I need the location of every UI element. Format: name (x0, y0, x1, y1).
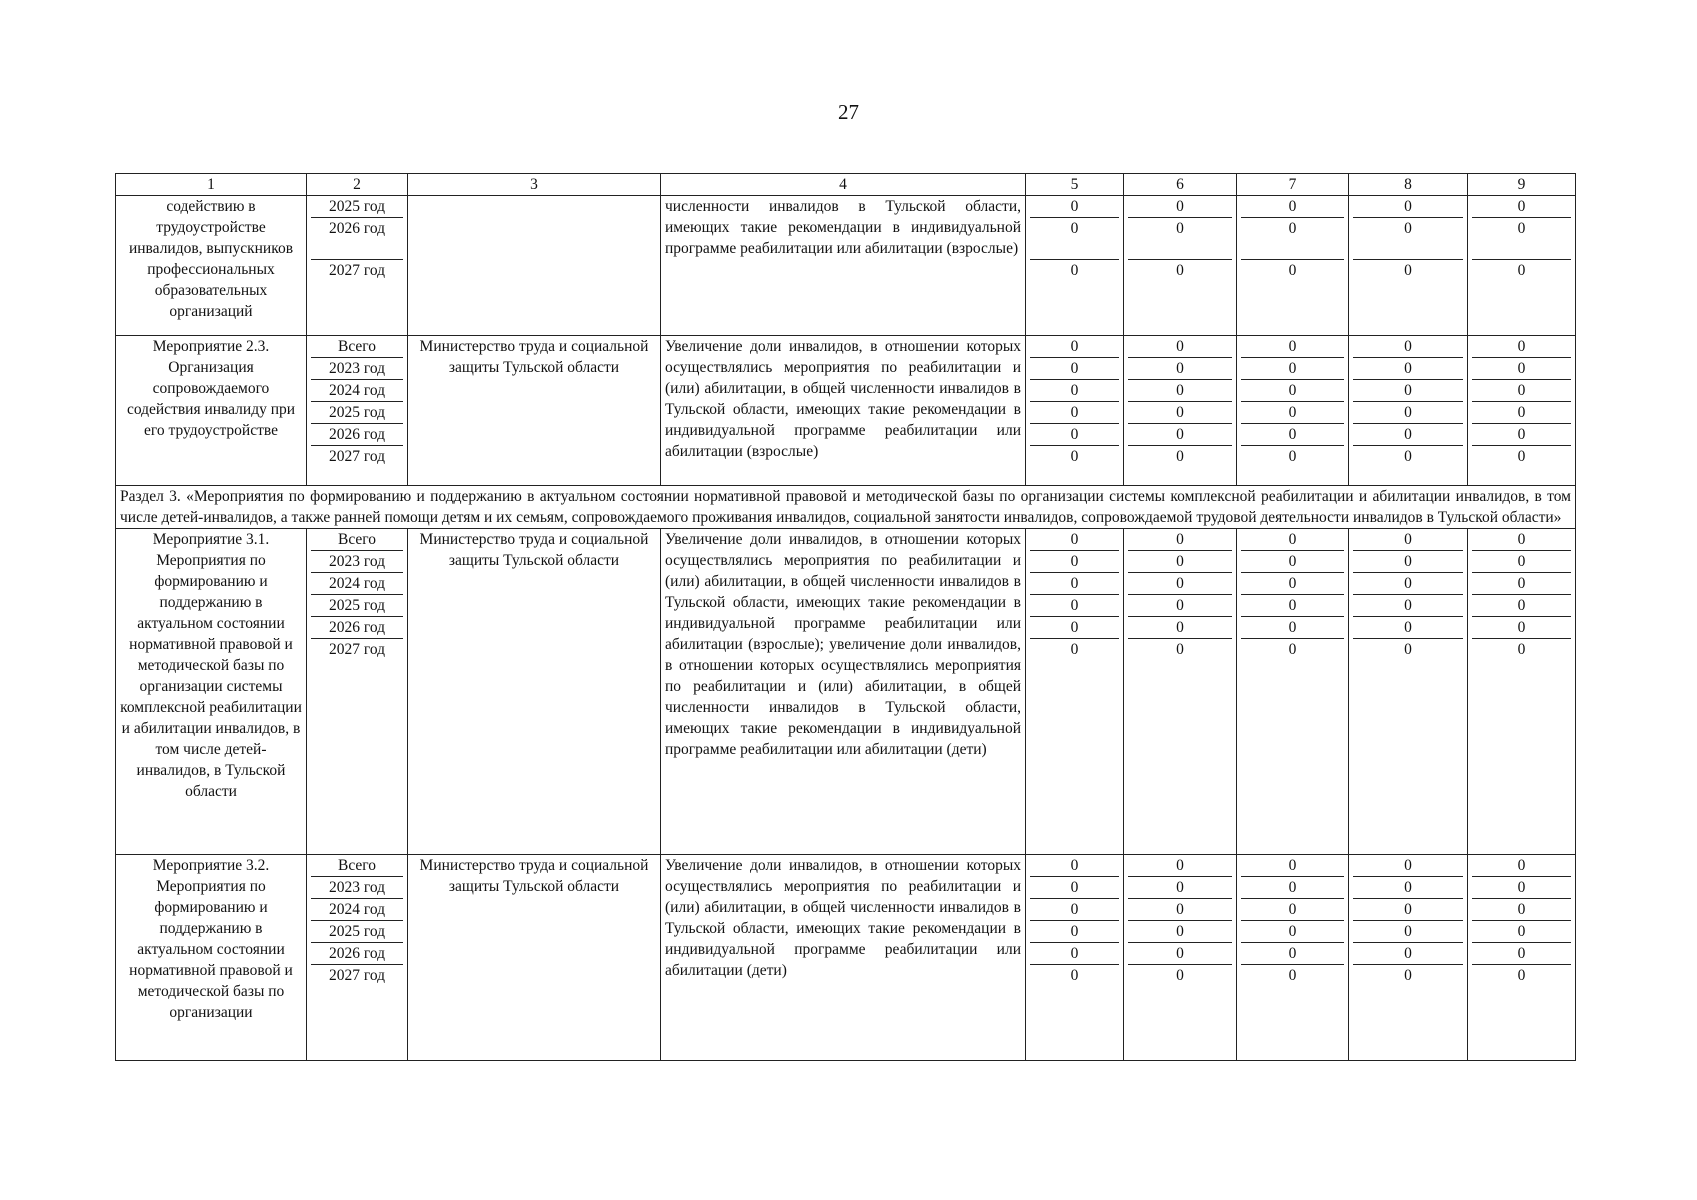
value-cell: 0 (1472, 380, 1571, 402)
value-cell: 0 (1030, 943, 1119, 965)
value-cell: 0 (1241, 336, 1344, 358)
header-row (116, 174, 1576, 196)
value-column (1349, 196, 1468, 336)
value-cell: 0 (1128, 855, 1232, 877)
value-column (1349, 855, 1468, 1061)
year-cell: 2026 год (311, 943, 403, 965)
value-cell: 0 (1128, 218, 1232, 260)
value-cell: 0 (1241, 424, 1344, 446)
value-cell: 0 (1241, 218, 1344, 260)
value-cell: 0 (1128, 595, 1232, 617)
value-cell: 0 (1472, 358, 1571, 380)
value-cell: 0 (1030, 424, 1119, 446)
value-column (1237, 855, 1349, 1061)
value-column (1468, 529, 1576, 855)
value-cell: 0 (1128, 336, 1232, 358)
activity-row (116, 336, 1576, 486)
year-cell: 2024 год (311, 899, 403, 921)
value-cell: 0 (1128, 899, 1232, 921)
year-cell: 2027 год (328, 641, 386, 658)
value-cell: 0 (1472, 551, 1571, 573)
value-cell: 0 (1241, 358, 1344, 380)
value-cell: 0 (1030, 358, 1119, 380)
value-cell: 0 (1472, 595, 1571, 617)
value-cell: 0 (1517, 967, 1526, 984)
value-column (1124, 855, 1237, 1061)
value-cell: 0 (1128, 943, 1232, 965)
value-cell: 0 (1517, 262, 1526, 279)
value-cell: 0 (1241, 529, 1344, 551)
year-cell: 2025 год (311, 196, 403, 218)
value-cell: 0 (1288, 448, 1297, 465)
value-cell: 0 (1241, 921, 1344, 943)
value-cell: 0 (1128, 402, 1232, 424)
activity-name: Мероприятие 3.1. Мероприятия по формированию и поддержанию в актуальном состоянии нормативной правовой и методической базы по организации системы комплексной реабилитации и абилитации инвалидов, в том числе детей-инвалидов, в Тульской области (116, 529, 307, 855)
value-cell: 0 (1241, 617, 1344, 639)
value-column (1237, 529, 1349, 855)
value-cell: 0 (1353, 358, 1463, 380)
header-cell: 3 (408, 174, 661, 196)
value-cell: 0 (1353, 877, 1463, 899)
value-cell: 0 (1241, 380, 1344, 402)
value-cell: 0 (1472, 921, 1571, 943)
value-cell: 0 (1030, 380, 1119, 402)
value-cell: 0 (1472, 529, 1571, 551)
value-column (1349, 336, 1468, 486)
indicator-description: Увеличение доли инвалидов, в отношении которых осуществлялись мероприятия по реабилитации и (или) абилитации, в общей численности инвалидов в Тульской области, имеющих такие рекомендации в индивидуальной программе реабилитации или абилитации (взрослые); увеличение доли инвалидов, в отношении которых осуществлялись мероприятия по реабилитации и (или) абилитации, в общей численности инвалидов в Тульской области, имеющих такие рекомендации в индивидуальной программе реабилитации или абилитации (дети) (661, 529, 1026, 855)
value-cell: 0 (1176, 967, 1184, 984)
year-cell: 2027 год (328, 262, 386, 279)
year-cell: 2024 год (311, 380, 403, 402)
value-cell: 0 (1128, 551, 1232, 573)
activity-name: содействию в трудоустройстве инвалидов, выпускников профессиональных образовательных организаций (116, 196, 307, 336)
activity-name: Мероприятие 3.2. Мероприятия по формированию и поддержанию в актуальном состоянии нормативной правовой и методической базы по организации (116, 855, 307, 1061)
value-cell: 0 (1030, 899, 1119, 921)
value-column (1349, 529, 1468, 855)
value-cell: 0 (1070, 967, 1079, 984)
year-cell: 2026 год (311, 424, 403, 446)
indicator-description: Увеличение доли инвалидов, в отношении которых осуществлялись мероприятия по реабилитации и (или) абилитации, в общей численности инвалидов в Тульской области, имеющих такие рекомендации в индивидуальной программе реабилитации или абилитации (взрослые) (661, 336, 1026, 486)
year-cell: Всего (311, 855, 403, 877)
value-cell: 0 (1404, 262, 1412, 279)
value-column (1026, 855, 1124, 1061)
year-cell: 2023 год (311, 877, 403, 899)
value-cell: 0 (1288, 641, 1297, 658)
value-cell: 0 (1353, 380, 1463, 402)
value-column (1237, 336, 1349, 486)
value-cell: 0 (1128, 358, 1232, 380)
year-column (307, 855, 408, 1061)
value-cell: 0 (1353, 943, 1463, 965)
value-cell: 0 (1030, 529, 1119, 551)
value-cell: 0 (1241, 943, 1344, 965)
value-column (1026, 529, 1124, 855)
value-cell: 0 (1472, 336, 1571, 358)
value-column (1124, 196, 1237, 336)
value-cell: 0 (1353, 855, 1463, 877)
value-column (1026, 196, 1124, 336)
year-cell: 2027 год (328, 448, 386, 465)
value-cell: 0 (1353, 617, 1463, 639)
value-cell: 0 (1030, 595, 1119, 617)
value-cell: 0 (1070, 641, 1079, 658)
value-cell: 0 (1128, 424, 1232, 446)
value-cell: 0 (1353, 551, 1463, 573)
value-cell: 0 (1353, 921, 1463, 943)
section-title: Раздел 3. «Мероприятия по формированию и поддержанию в актуальном состоянии нормативной правовой и методической базы по организации системы комплексной реабилитации и абилитации инвалидов, в том числе детей-инвалидов, а также ранней помощи детям и их семьям, сопровождаемого проживания инвалидов, социальной занятости инвалидов, сопровождаемой трудовой деятельности инвалидов в Тульской области» (116, 486, 1576, 529)
value-cell: 0 (1353, 573, 1463, 595)
value-cell: 0 (1030, 573, 1119, 595)
year-cell: Всего (311, 529, 403, 551)
value-cell: 0 (1288, 967, 1297, 984)
value-cell: 0 (1353, 402, 1463, 424)
value-column (1026, 336, 1124, 486)
year-cell: Всего (311, 336, 403, 358)
value-cell: 0 (1241, 595, 1344, 617)
value-cell: 0 (1030, 196, 1119, 218)
value-column (1237, 196, 1349, 336)
value-cell: 0 (1176, 262, 1184, 279)
year-column (307, 336, 408, 486)
value-cell: 0 (1517, 448, 1526, 465)
responsible-executor: Министерство труда и социальной защиты Тульской области (408, 855, 661, 1061)
value-cell: 0 (1176, 641, 1184, 658)
value-column (1468, 196, 1576, 336)
value-cell: 0 (1353, 899, 1463, 921)
value-cell: 0 (1517, 641, 1526, 658)
responsible-executor: Министерство труда и социальной защиты Тульской области (408, 529, 661, 855)
value-cell: 0 (1472, 196, 1571, 218)
value-cell: 0 (1030, 877, 1119, 899)
year-cell: 2023 год (311, 551, 403, 573)
value-cell: 0 (1353, 529, 1463, 551)
year-cell: 2026 год (311, 617, 403, 639)
value-cell: 0 (1030, 551, 1119, 573)
page-number: 27 (838, 100, 859, 124)
value-cell: 0 (1472, 424, 1571, 446)
value-column (1468, 336, 1576, 486)
header-cell: 9 (1468, 174, 1576, 196)
value-cell: 0 (1353, 595, 1463, 617)
value-cell: 0 (1241, 573, 1344, 595)
activity-name: Мероприятие 2.3. Организация сопровождаемого содействия инвалиду при его трудоустройстве (116, 336, 307, 486)
year-column (307, 196, 408, 336)
value-cell: 0 (1030, 617, 1119, 639)
value-cell: 0 (1241, 551, 1344, 573)
value-cell: 0 (1241, 402, 1344, 424)
header-cell: 4 (661, 174, 1026, 196)
value-cell: 0 (1472, 402, 1571, 424)
value-cell: 0 (1030, 921, 1119, 943)
value-cell: 0 (1030, 218, 1119, 260)
value-cell: 0 (1070, 448, 1079, 465)
value-cell: 0 (1128, 617, 1232, 639)
value-cell: 0 (1472, 218, 1571, 260)
value-cell: 0 (1241, 196, 1344, 218)
header-cell: 1 (116, 174, 307, 196)
value-cell: 0 (1030, 855, 1119, 877)
activity-row (116, 855, 1576, 1061)
value-column (1124, 529, 1237, 855)
year-cell: 2025 год (311, 595, 403, 617)
value-cell: 0 (1472, 943, 1571, 965)
header-cell: 2 (307, 174, 408, 196)
year-cell: 2027 год (328, 967, 386, 984)
header-cell: 7 (1237, 174, 1349, 196)
responsible-executor: Министерство труда и социальной защиты Тульской области (408, 336, 661, 486)
value-column (1124, 336, 1237, 486)
year-cell: 2025 год (311, 921, 403, 943)
indicator-description: численности инвалидов в Тульской области, имеющих такие рекомендации в индивидуальной программе реабилитации или абилитации (взрослые) (661, 196, 1026, 336)
value-cell: 0 (1128, 196, 1232, 218)
activity-row (116, 196, 1576, 336)
value-cell: 0 (1128, 877, 1232, 899)
value-cell: 0 (1241, 877, 1344, 899)
program-table (115, 173, 1576, 1061)
responsible-executor (408, 196, 661, 336)
year-cell: 2026 год (311, 218, 403, 260)
value-cell: 0 (1128, 921, 1232, 943)
year-cell: 2024 год (311, 573, 403, 595)
value-cell: 0 (1472, 617, 1571, 639)
value-cell: 0 (1404, 448, 1412, 465)
value-cell: 0 (1404, 967, 1412, 984)
value-cell: 0 (1472, 855, 1571, 877)
value-cell: 0 (1030, 402, 1119, 424)
header-cell: 6 (1124, 174, 1237, 196)
value-cell: 0 (1472, 573, 1571, 595)
value-cell: 0 (1128, 529, 1232, 551)
indicator-description: Увеличение доли инвалидов, в отношении которых осуществлялись мероприятия по реабилитации и (или) абилитации, в общей численности инвалидов в Тульской области, имеющих такие рекомендации в индивидуальной программе реабилитации или абилитации (дети) (661, 855, 1026, 1061)
year-cell: 2025 год (311, 402, 403, 424)
value-cell: 0 (1353, 336, 1463, 358)
value-cell: 0 (1472, 877, 1571, 899)
year-cell: 2023 год (311, 358, 403, 380)
value-cell: 0 (1128, 573, 1232, 595)
value-cell: 0 (1128, 380, 1232, 402)
value-column (1468, 855, 1576, 1061)
header-cell: 5 (1026, 174, 1124, 196)
value-cell: 0 (1353, 196, 1463, 218)
value-cell: 0 (1030, 336, 1119, 358)
section-row (116, 486, 1576, 529)
value-cell: 0 (1241, 855, 1344, 877)
year-column (307, 529, 408, 855)
value-cell: 0 (1353, 424, 1463, 446)
value-cell: 0 (1070, 262, 1079, 279)
value-cell: 0 (1353, 218, 1463, 260)
value-cell: 0 (1472, 899, 1571, 921)
value-cell: 0 (1404, 641, 1412, 658)
header-cell: 8 (1349, 174, 1468, 196)
value-cell: 0 (1176, 448, 1184, 465)
activity-row (116, 529, 1576, 855)
value-cell: 0 (1288, 262, 1297, 279)
value-cell: 0 (1241, 899, 1344, 921)
